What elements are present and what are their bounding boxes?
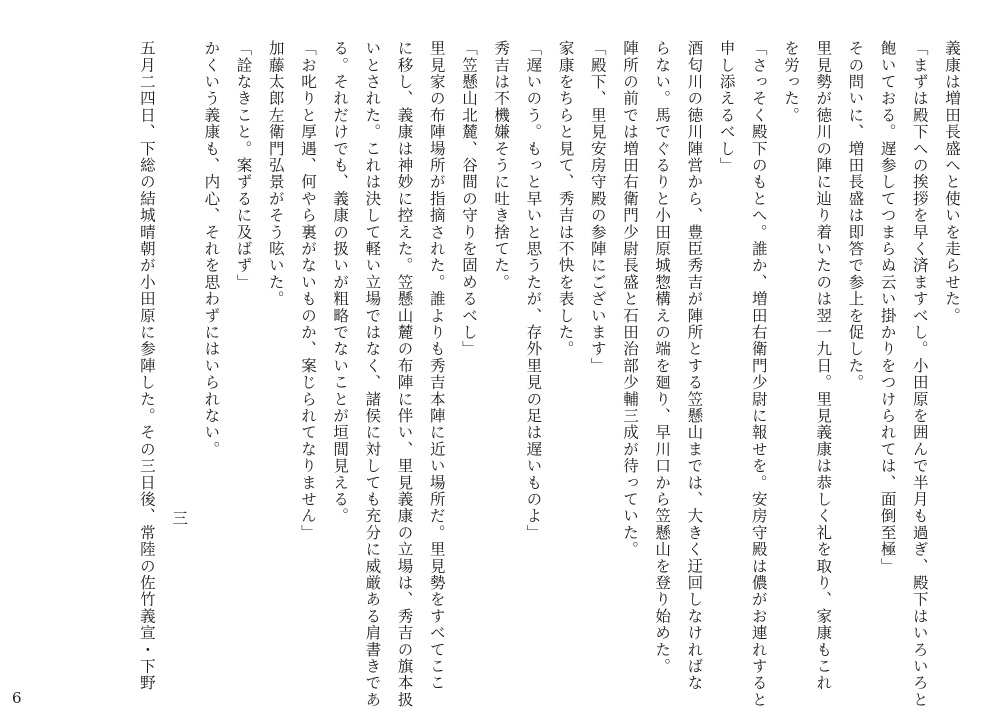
text-line: 加藤太郎左衛門弘景がそう呟いた。	[266, 40, 285, 308]
text-line: 「詮なきこと。案ずるに及ばず」	[234, 40, 253, 291]
text-line: 「お叱りと厚遇、何やら裏がないものか、案じられてなりません」	[298, 40, 317, 541]
text-line: 義康は増田長盛へと使いを走らせた。	[943, 40, 961, 324]
section-heading: 三	[170, 510, 189, 527]
text-line: 「遅いのう。もっと早いと思うたが、存外里見の足は遅いものよ」	[524, 40, 543, 541]
text-line: 「笠懸山北麓、谷間の守りを固めるべし」	[459, 40, 478, 358]
text-line: かくいう義康も、内心、それを思わずにはいられない。	[202, 40, 221, 458]
vertical-text-body	[18, 40, 968, 708]
text-line: る。それだけでも、義康の扱いが粗略でないことが垣間見える。	[331, 40, 350, 525]
text-line: 酒匂川の徳川陣営から、豊臣秀吉が陣所とする笠懸山までは、大きく迂回しなければな	[685, 40, 704, 692]
text-line: らない。馬でぐるりと小田原城惣構えの端を廻り、早川口から笠懸山を登り始めた。	[653, 40, 672, 675]
text-line: その問いに、増田長盛は即答で参上を促した。	[846, 40, 865, 391]
text-line: 「殿下、里見安房守殿の参陣にございます」	[588, 40, 607, 374]
text-line: いとされた。これは決して軽い立場ではなく、諸侯に対しても充分に威厳ある肩書きであ	[363, 40, 382, 708]
text-line: 秀吉は不機嫌そうに吐き捨てた。	[492, 40, 511, 291]
text-line: 里見勢が徳川の陣に辿り着いたのは翌一九日。里見義康は恭しく礼を取り、家康もこれ	[814, 40, 833, 692]
text-line: 五月二四日、下総の結城晴朝が小田原に参陣した。その三日後、常陸の佐竹義宣・下野	[137, 40, 156, 692]
text-line: に移し、義康は神妙に控えた。笠懸山麓の布陣に伴い、里見義康の立場は、秀吉の旗本扱	[395, 40, 414, 708]
text-line: 「まずは殿下への挨拶を早く済ますべし。小田原を囲んで半月も過ぎ、殿下はいろいろと	[910, 40, 929, 708]
text-line: 陣所の前では増田右衛門少尉長盛と石田治部少輔三成が待っていた。	[620, 40, 639, 558]
text-line: 里見家の布陣場所が指摘された。誰よりも秀吉本陣に近い場所だ。里見勢をすべてここ	[427, 40, 446, 692]
text-line: 家康をちらと見て、秀吉は不快を表した。	[556, 40, 575, 358]
text-line: 飽いておる。遅参してつまらぬ云い掛かりをつけられては、面倒至極」	[878, 40, 897, 575]
text-line: 「さっそく殿下のもとへ。誰か、増田右衛門少尉に報せを。安房守殿は儂がお連れすると	[749, 40, 768, 708]
text-line: を労った。	[781, 40, 800, 124]
text-line: 申し添えるべし」	[717, 40, 736, 174]
page-number: 6	[12, 689, 22, 707]
